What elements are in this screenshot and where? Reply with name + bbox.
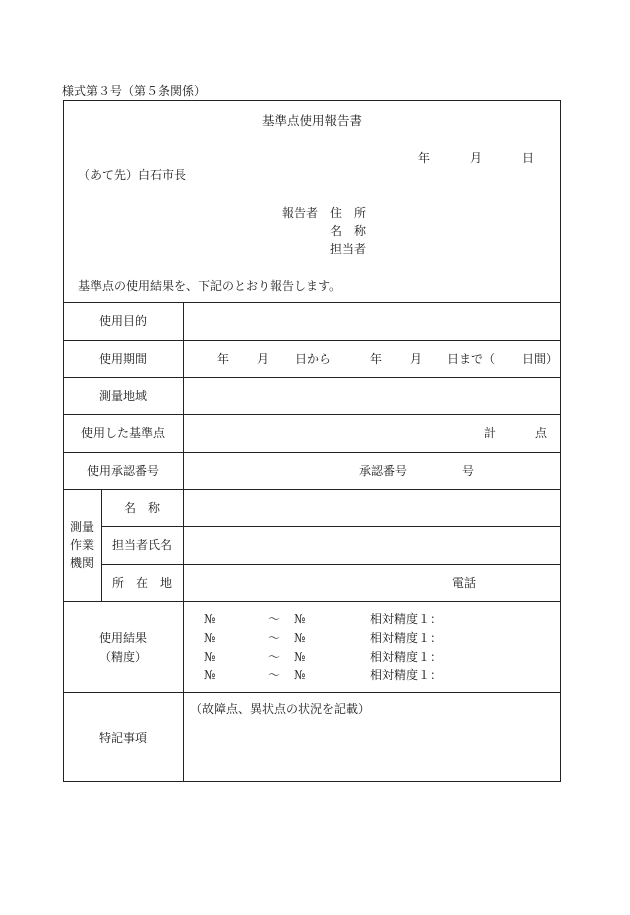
results-label: 使用結果 (98, 631, 147, 645)
period-until: 日まで（ (447, 352, 496, 366)
result-precision: 相対精度１： (370, 650, 443, 664)
result-tilde: 〜 (268, 650, 281, 664)
row-divider (63, 302, 561, 303)
period-year1: 年 (217, 352, 230, 366)
period-days: 日間） (522, 352, 559, 366)
agency-group-label-1: 測量 (69, 520, 94, 534)
result-tilde: 〜 (268, 668, 281, 682)
result-no-to: № (294, 668, 306, 682)
results-sub-label: （精度） (98, 650, 147, 664)
form-title: 基準点使用報告書 (262, 113, 363, 128)
form-code: 様式第３号（第５条関係） (62, 84, 207, 98)
date-month-label: 月 (470, 151, 483, 165)
period-year2: 年 (370, 352, 383, 366)
area-label: 測量地域 (98, 389, 147, 403)
approval-number-label: 承認番号 (359, 464, 408, 478)
result-no-from: № (204, 650, 216, 664)
period-month1: 月 (257, 352, 270, 366)
points-label: 使用した基準点 (80, 426, 165, 440)
reporter-person-label: 担当者 (330, 242, 367, 256)
column-divider (183, 302, 184, 782)
period-label: 使用期間 (98, 352, 147, 366)
result-precision: 相対精度１： (370, 668, 443, 682)
remarks-note: （故障点、異状点の状況を記載） (190, 702, 371, 716)
agency-group-label-2: 作業 (69, 538, 94, 552)
row-divider (63, 340, 561, 341)
row-divider (101, 564, 561, 565)
result-tilde: 〜 (268, 631, 281, 645)
purpose-label: 使用目的 (98, 314, 147, 328)
approval-label: 使用承認番号 (86, 464, 159, 478)
intro-text: 基準点の使用結果を、下記のとおり報告します。 (78, 279, 342, 293)
row-divider (63, 489, 561, 490)
period-from: 日から (295, 352, 332, 366)
row-divider (63, 377, 561, 378)
result-no-from: № (204, 612, 216, 626)
addressee: （あて先）白石市長 (78, 168, 187, 182)
row-divider (63, 692, 561, 693)
result-no-from: № (204, 668, 216, 682)
report-form-frame (63, 100, 561, 782)
agency-phone-label: 電話 (452, 576, 477, 590)
result-precision: 相対精度１： (370, 612, 443, 626)
remarks-label: 特記事項 (98, 731, 147, 745)
agency-group-label-3: 機関 (69, 556, 94, 570)
result-no-from: № (204, 631, 216, 645)
result-no-to: № (294, 612, 306, 626)
approval-suffix: 号 (462, 464, 475, 478)
result-precision: 相対精度１： (370, 631, 443, 645)
points-total-label: 計 (484, 426, 497, 440)
row-divider (63, 414, 561, 415)
reporter-label: 報告者 (282, 206, 319, 220)
agency-name-label: 名 称 (123, 501, 160, 515)
date-day-label: 日 (522, 151, 535, 165)
result-no-to: № (294, 650, 306, 664)
reporter-address-label: 住 所 (330, 206, 367, 220)
reporter-name-label: 名 称 (330, 224, 367, 238)
result-tilde: 〜 (268, 612, 281, 626)
agency-person-label: 担当者氏名 (111, 538, 172, 552)
points-unit-label: 点 (535, 426, 548, 440)
result-no-to: № (294, 631, 306, 645)
row-divider (63, 601, 561, 602)
row-divider (101, 526, 561, 527)
period-month2: 月 (410, 352, 423, 366)
agency-location-label: 所 在 地 (111, 576, 172, 590)
date-year-label: 年 (418, 151, 431, 165)
row-divider (63, 452, 561, 453)
